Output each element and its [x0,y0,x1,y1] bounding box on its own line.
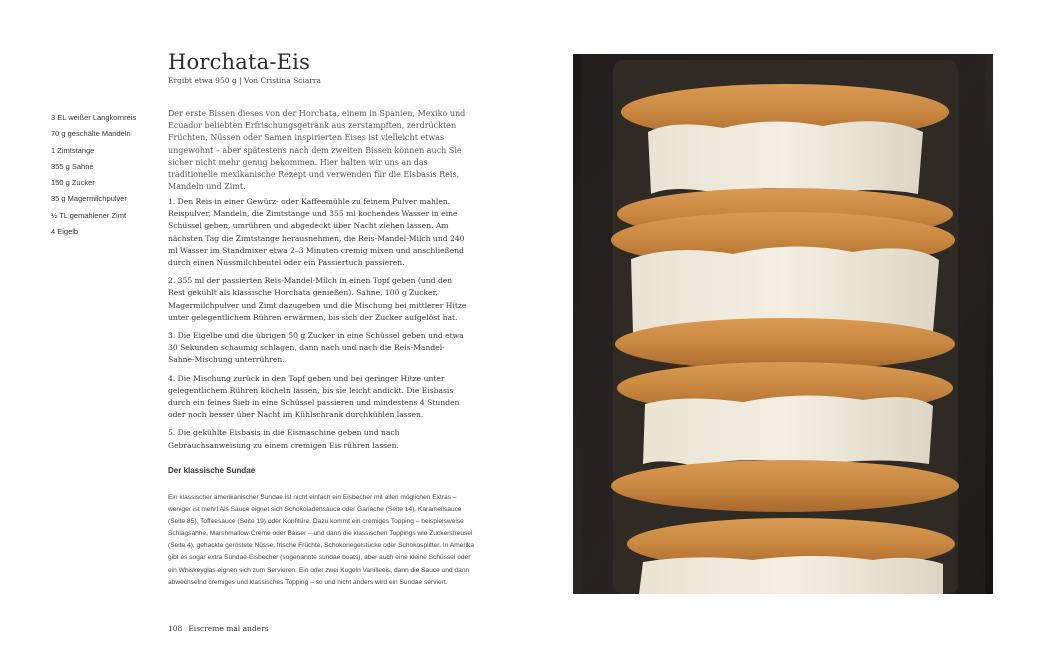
instruction-step: 3. Die Eigelbe und die übrigen 50 g Zucker in eine Schüssel geben und etwa 30 Sekunden schaumig schlagen, dann nach und nach die Reis-Mandel-Sahne-Mischung unterrühren. [168,331,464,365]
ingredient-item: 1 Zimtstange [51,145,95,155]
instruction-step: 5. Die gekühlte Eisbasis in die Eismaschine geben und nach Gebrauchsanweisung zu einem cremigen Eis rühren lassen. [168,428,400,450]
sundae-heading: Der klassische Sundae [168,466,256,475]
sundae-paragraph: Ein klassischer amerikanischer Sundae ist nicht einfach ein Eisbecher mit allen möglichen Extras – weniger ist mehr! Als Sauce eignet sich Schokoladensauce oder Ganache (Seite 14), Karamellsauce (Seite 85), Toffeesauce (Seite 19) oder Konfitüre. Dazu kommt ein cremiges Topping – beispielsweise Schlagsahne, Marshmallow-Creme oder Baiser – und dann die klassischen Toppings wie Zuckerstreusel (Seite 4), gehackte geröstete Nüsse, frische Früchte, Schokoriegelstücke oder Schokosplitter. In Amerika gibt es sogar extra Sundae-Eisbecher (sogenannte sundae boats), aber auch eine kleine Schüssel oder ein Whiskeyglas eignen sich zum Servieren. Ein oder zwei Kugeln Vanilleeis, dann die Sauce und dann abwechselnd cremiges und klassisches Topping – so und nicht anders wird ein Sundae serviert. [168,494,475,586]
page-footer [168,624,275,633]
ingredient-item: 35 g Magermilchpulver [51,194,127,204]
ingredient-item: 4 Eigelb [51,227,79,237]
section-name: Eiscreme mal anders [188,624,269,633]
recipe-subtitle: Ergibt etwa 950 g | Von Cristina Sciarra [168,76,321,85]
ingredient-list [51,110,136,240]
page-title: Horchata-Eis [168,50,311,74]
instruction-step: 1. Den Reis in einer Gewürz- oder Kaffeemühle zu feinem Pulver mahlen. Reispulver, Mandeln, die Zimtstange und 355 ml kochendes Wasser in eine Schüssel geben, umrühren und abgedeckt über Nacht ziehen lassen. Am nächsten Tag die Zimtstange herausnehmen, die Reis-Mandel-Milch und 240 ml Wasser im Standmixer etwa 2–3 Minuten cremig mixen und anschließend durch einen Nussmilchbeutel oder ein Passiertuch passieren. [168,197,465,268]
instruction-steps [168,196,468,458]
ingredient-item: 70 g geschälte Mandeln [51,129,131,139]
instruction-step: 2. 355 ml der passierten Reis-Mandel-Milch in einen Topf geben (und den Rest gekühlt als klassische Horchata genießen). Sahne, 100 g Zucker, Magermilchpulver und Zimt dazugeben und die Mischung bei mittlerer Hitze unter gelegentlichem Rühren erwärmen, bis sich der Zucker aufgelöst hat. [168,276,467,322]
intro-paragraph: Der erste Bissen dieses von der Horchata, einem in Spanien, Mexiko und Ecuador beliebten Erfrischungsgetränk aus zerstampften, zerdrückten Früchten, Nüssen oder Samen inspirierten Eises ist vielleicht etwas ungewohnt – aber spätestens nach dem zweiten Bissen können auch Sie sicher nicht mehr genug bekommen. Hier halten wir uns an das traditionelle mexikanische Rezept und verwenden für die Eisbasis Reis, Mandeln und Zimt. [168,109,466,192]
ice-cream-sandwich-photo [573,54,993,594]
instruction-step: 4. Die Mischung zurück in den Topf geben und bei geringer Hitze unter gelegentlichem Rühren köcheln lassen, bis sie leicht andickt. Die Eisbasis durch ein feines Sieb in eine Schüssel passieren und mindestens 4 Stunden oder noch besser über Nacht im Kühlschrank durchkühlen lassen. [168,373,460,420]
page-number: 108 [168,624,183,633]
ingredient-item: 355 g Sahne [51,161,94,171]
ingredient-item: ½ TL gemahlener Zimt [51,210,127,220]
ingredient-item: 150 g Zucker [51,178,95,188]
ingredient-item: 3 EL weißer Langkornreis [51,113,137,122]
